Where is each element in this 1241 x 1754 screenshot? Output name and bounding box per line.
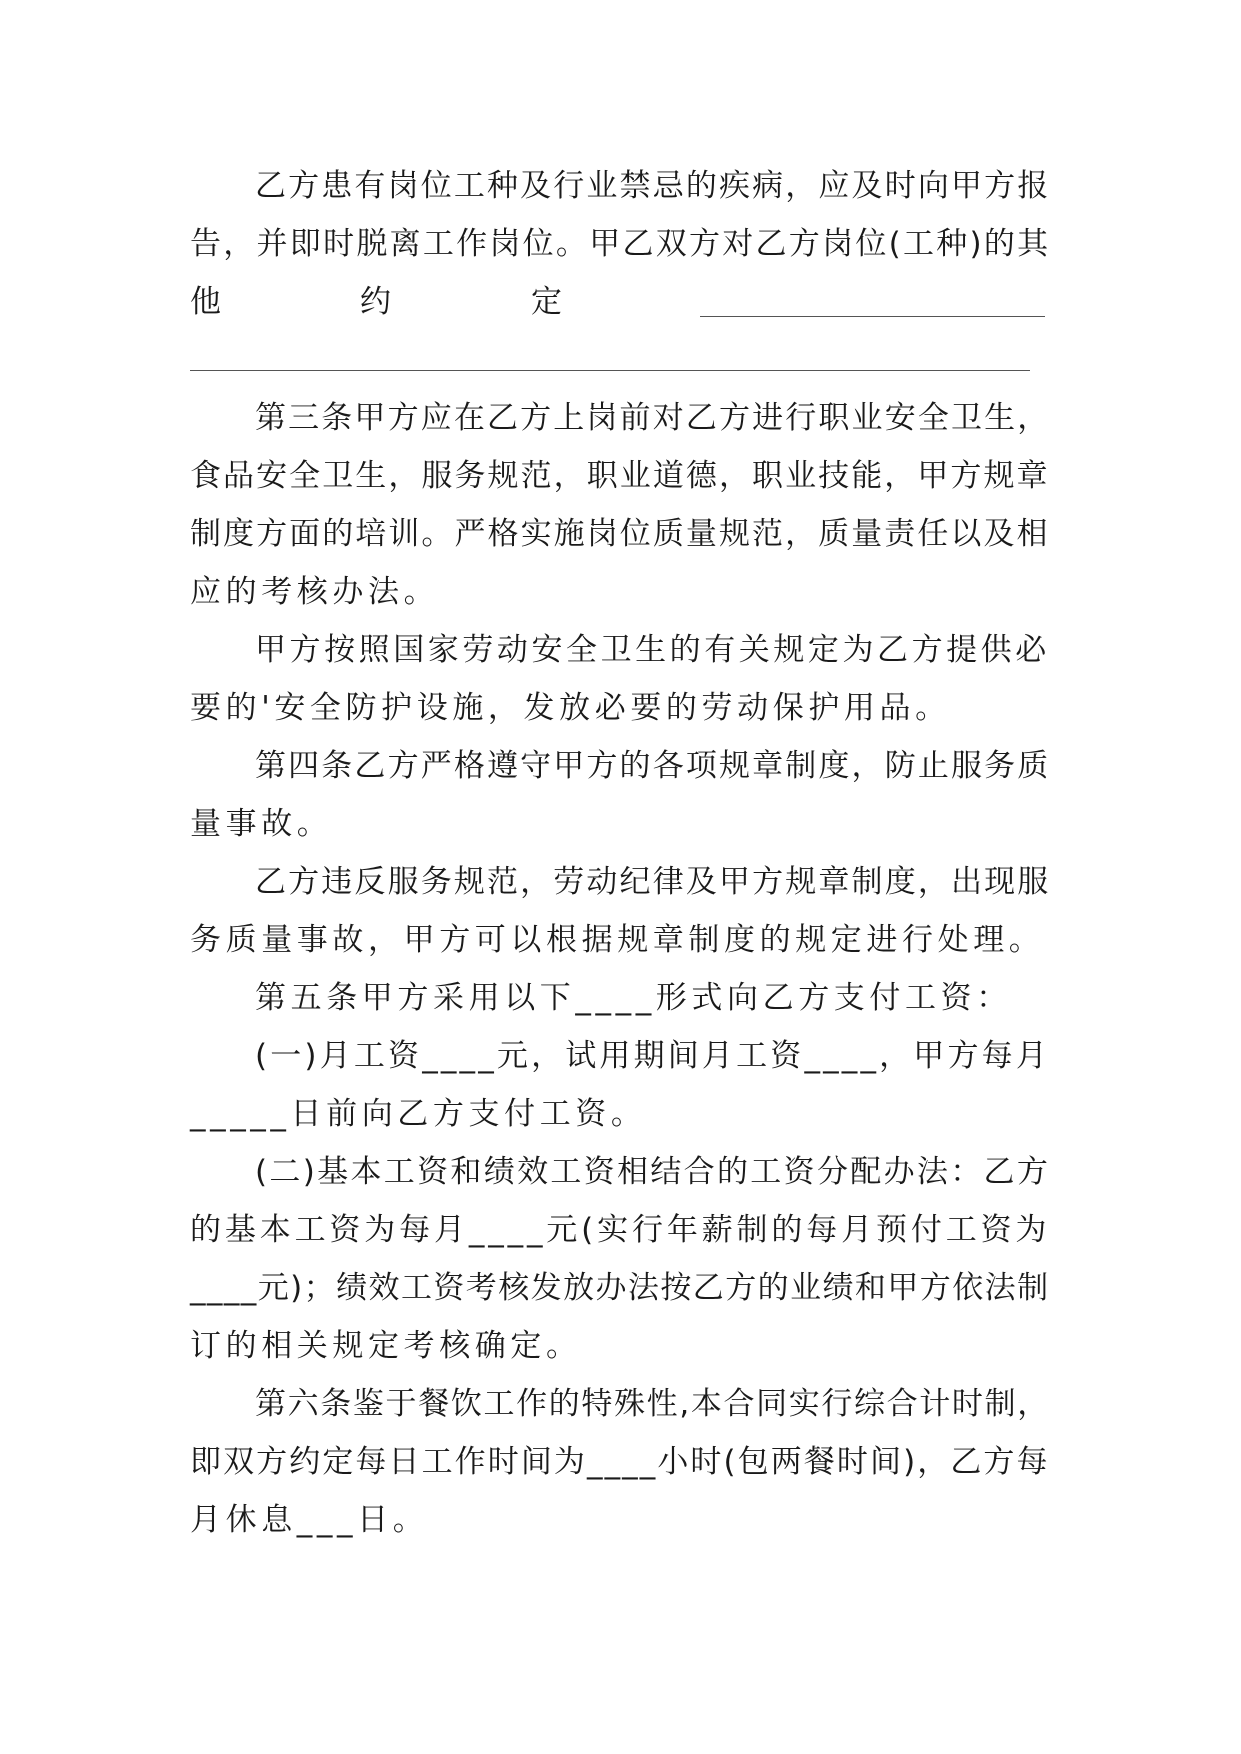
text-line: 第六条鉴于餐饮工作的特殊性,本合同实行综合计时制， [255,1386,1050,1422]
text-line: 乙方患有岗位工种及行业禁忌的疾病，应及时向甲方报 [255,168,1051,204]
text-line: _____日前向乙方支付工资。 [190,1096,647,1132]
text-line: 订的相关规定考核确定。 [190,1328,582,1364]
text-line: 即双方约定每日工作时间为____小时(包两餐时间)，乙方每 [190,1444,1050,1480]
text-line: 应的考核办法。 [190,574,440,610]
text-line: (二)基本工资和绩效工资相结合的工资分配办法：乙方 [255,1154,1051,1190]
text-line: 乙方违反服务规范，劳动纪律及甲方规章制度，出现服 [255,864,1051,900]
text-line: 量事故。 [190,806,333,842]
text-line: 甲方按照国家劳动安全卫生的有关规定为乙方提供必 [255,632,1050,668]
text-line: 第五条甲方采用以下____形式向乙方支付工资： [255,980,1012,1016]
text-line: 制度方面的培训。严格实施岗位质量规范，质量责任以及相 [190,516,1050,552]
text-line: 第三条甲方应在乙方上岗前对乙方进行职业安全卫生， [255,400,1051,436]
text-line: 第四条乙方严格遵守甲方的各项规章制度，防止服务质 [255,748,1051,784]
text-line: (一)月工资____元，试用期间月工资____，甲方每月 [255,1038,1050,1074]
text-line: 要的'安全防护设施，发放必要的劳动保护用品。 [190,690,951,726]
text-line: 食品安全卫生，服务规范，职业道德，职业技能，甲方规章 [190,458,1050,494]
text-line: 月休息___日。 [190,1502,429,1538]
spread-char: 定 [531,284,562,320]
spread-char: 约 [360,284,391,320]
text-line: 务质量事故，甲方可以根据规章制度的规定进行处理。 [190,922,1045,958]
fill-in-blank-line [700,316,1045,317]
text-line: 告，并即时脱离工作岗位。甲乙双方对乙方岗位(工种)的其 [190,226,1051,262]
spread-char: 他 [190,284,221,320]
fill-in-blank-line [190,370,1030,371]
text-line: ____元)；绩效工资考核发放办法按乙方的业绩和甲方依法制 [190,1270,1050,1306]
text-line: 的基本工资为每月____元(实行年薪制的每月预付工资为 [190,1212,1051,1248]
